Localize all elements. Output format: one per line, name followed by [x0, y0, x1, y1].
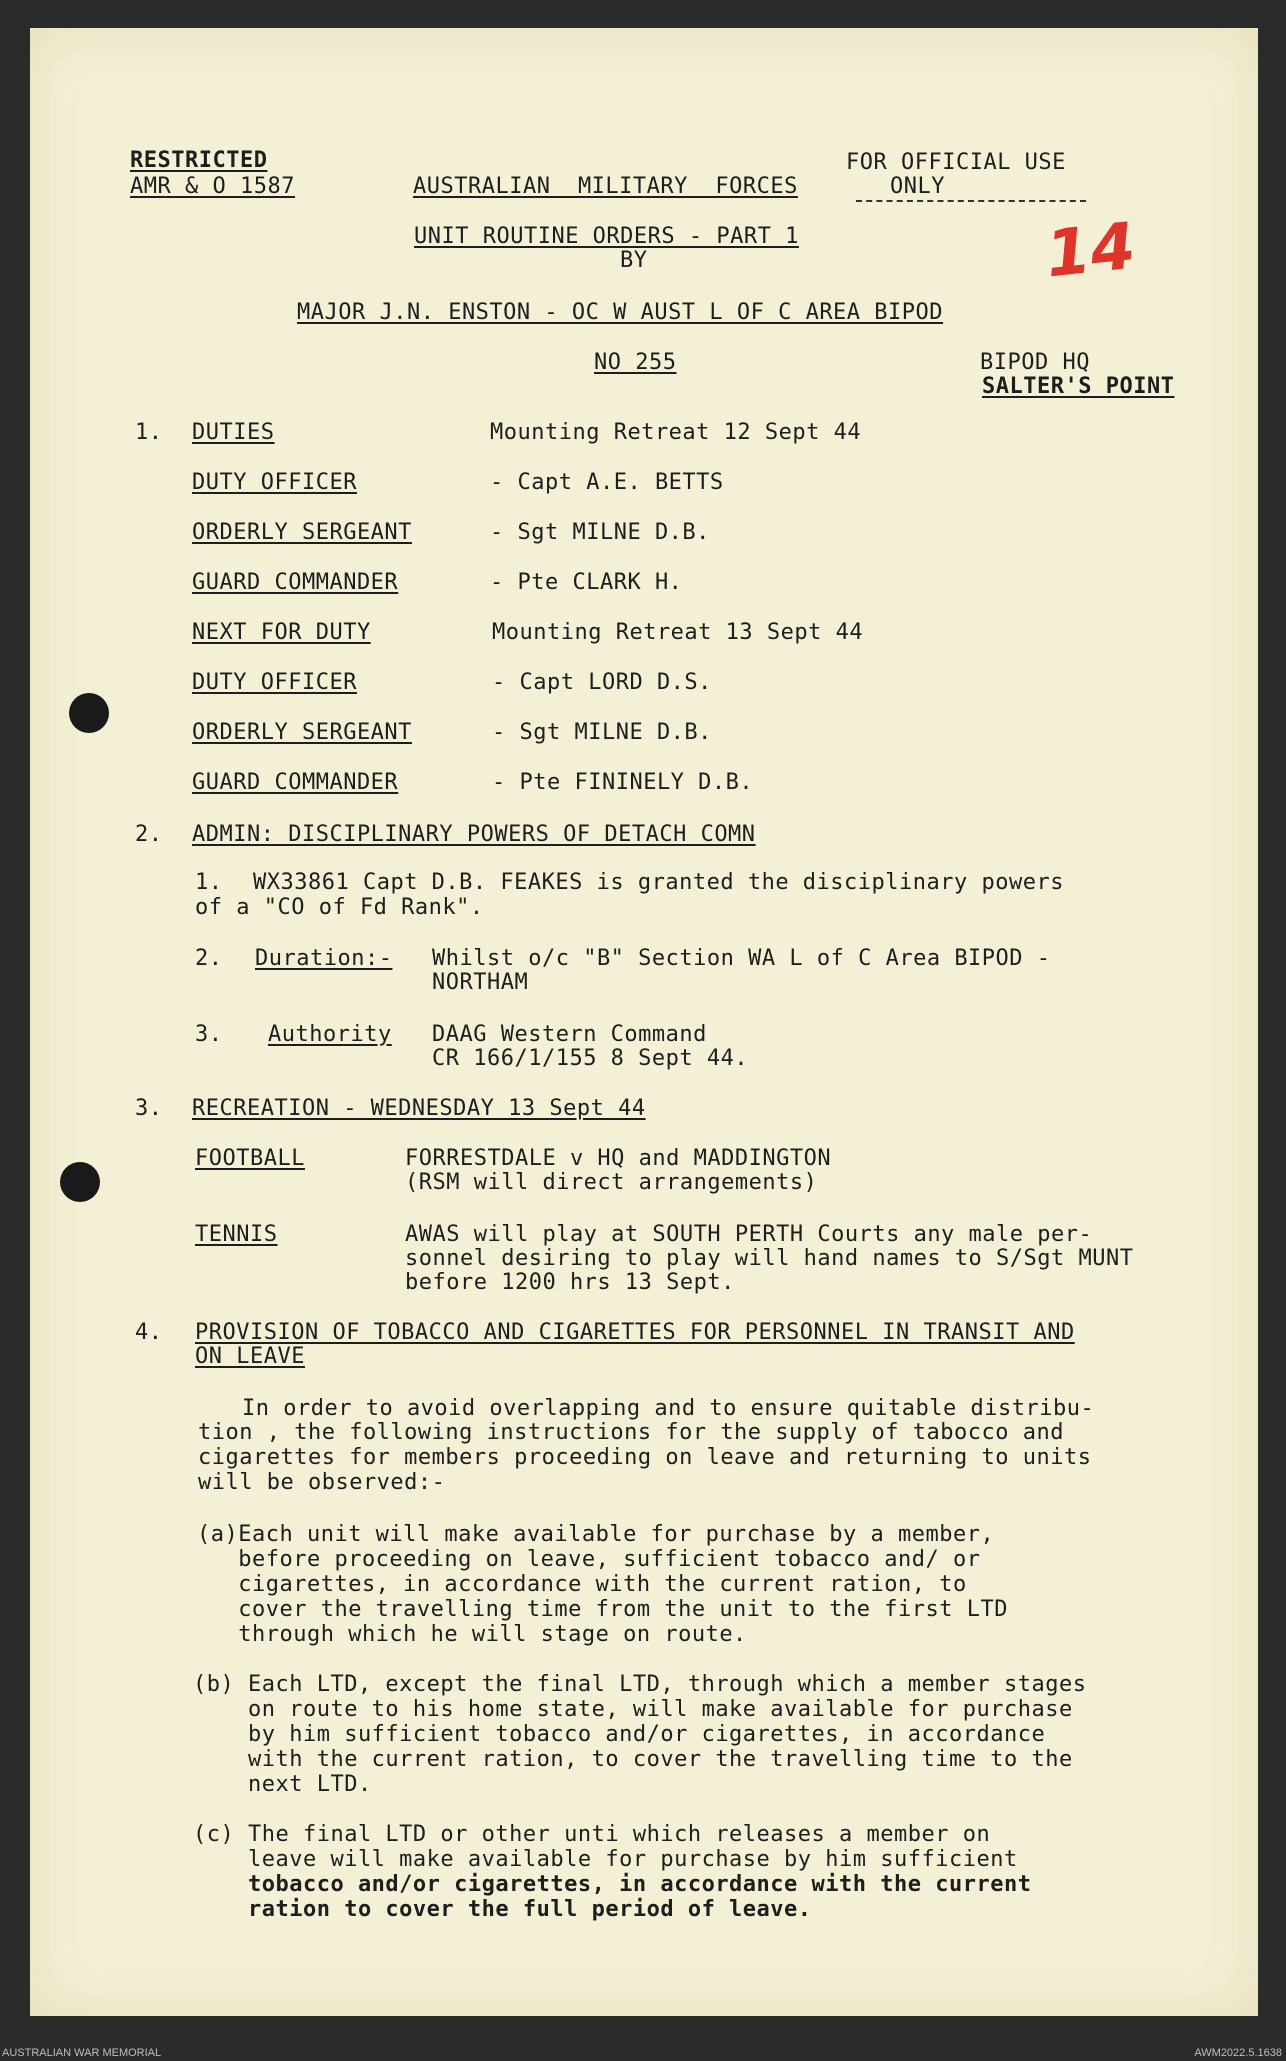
footer-accession: AWM2022.5.1638: [1194, 2047, 1282, 2059]
clause-a-line: (a)Each unit will make available for purchase by a member,: [197, 1522, 995, 1547]
title-by: BY: [620, 248, 648, 273]
restricted-label: RESTRICTED: [130, 148, 268, 173]
clause-a-line: cigarettes, in accordance with the current ration, to: [197, 1572, 967, 1597]
section2-number: 2.: [135, 822, 163, 847]
handwritten-page-number: 14: [1042, 209, 1139, 293]
football-text: (RSM will direct arrangements): [405, 1170, 818, 1195]
duty-row-value: - Pte FININELY D.B.: [492, 770, 754, 795]
item-number: 1.: [195, 870, 223, 895]
paragraph-line: tion , the following instructions for the supply of tabocco and: [198, 1420, 1064, 1445]
tennis-text: before 1200 hrs 13 Sept.: [405, 1270, 735, 1295]
clause-a-line: before proceeding on leave, sufficient tobacco and/ or: [197, 1547, 981, 1572]
item-label: Duration:-: [255, 946, 393, 971]
duty-row-label: DUTIES: [192, 420, 275, 445]
paragraph-line: cigarettes for members proceeding on leave and returning to units: [198, 1445, 1092, 1470]
duty-row-value: Mounting Retreat 13 Sept 44: [492, 620, 864, 645]
official-underline: [856, 200, 1086, 202]
clause-a-line: through which he will stage on route.: [197, 1622, 747, 1647]
clause-c-line: leave will make available for purchase by him sufficient: [193, 1847, 1018, 1872]
duty-row-label: ORDERLY SERGEANT: [192, 520, 412, 545]
duty-row-label: ORDERLY SERGEANT: [192, 720, 412, 745]
hq-line2: SALTER'S POINT: [982, 374, 1175, 399]
tennis-label: TENNIS: [195, 1222, 278, 1247]
punch-hole: [60, 1162, 100, 1202]
section4-number: 4.: [135, 1320, 163, 1345]
duty-row-value: - Sgt MILNE D.B.: [490, 520, 710, 545]
hq-line1: BIPOD HQ: [980, 350, 1090, 375]
paragraph-line: In order to avoid overlapping and to ensure quitable distribu-: [242, 1396, 1095, 1421]
issuing-officer: MAJOR J.N. ENSTON - OC W AUST L OF C AREA BIPOD: [297, 300, 944, 325]
paragraph-line: will be observed:-: [198, 1470, 446, 1495]
footer-source: AUSTRALIAN WAR MEMORIAL: [2, 2047, 162, 2059]
item-label: Authority: [268, 1022, 392, 1047]
item-text: DAAG Western Command: [432, 1022, 707, 1047]
duty-row-value: - Sgt MILNE D.B.: [492, 720, 712, 745]
clause-c-line: (c) The final LTD or other unti which releases a member on: [193, 1822, 991, 1847]
section3-number: 3.: [135, 1096, 163, 1121]
clause-b-line: (b) Each LTD, except the final LTD, through which a member stages: [193, 1672, 1087, 1697]
duty-row-label: GUARD COMMANDER: [192, 570, 399, 595]
football-text: FORRESTDALE v HQ and MADDINGTON: [405, 1146, 832, 1171]
official-use-line2: ONLY: [890, 174, 945, 199]
document-title: UNIT ROUTINE ORDERS - PART 1: [414, 224, 799, 249]
duty-row-label: GUARD COMMANDER: [192, 770, 399, 795]
tennis-text: AWAS will play at SOUTH PERTH Courts any male per-: [405, 1222, 1093, 1247]
item-number: 3.: [195, 1022, 223, 1047]
section2-heading: ADMIN: DISCIPLINARY POWERS OF DETACH COMN: [192, 822, 756, 847]
item-text: NORTHAM: [432, 970, 529, 995]
punch-hole: [69, 693, 109, 733]
item-text: Whilst o/c "B" Section WA L of C Area BIPOD -: [432, 946, 1051, 971]
clause-b-line: next LTD.: [193, 1772, 372, 1797]
item-text: of a "CO of Fd Rank".: [195, 895, 484, 920]
duty-row-value: - Capt LORD D.S.: [492, 670, 712, 695]
duty-row-value: - Pte CLARK H.: [490, 570, 683, 595]
order-number: NO 255: [594, 350, 677, 375]
football-label: FOOTBALL: [195, 1146, 305, 1171]
item-number: 2.: [195, 946, 223, 971]
clause-b-line: on route to his home state, will make available for purchase: [193, 1697, 1073, 1722]
item-text: WX33861 Capt D.B. FEAKES is granted the disciplinary powers: [253, 870, 1064, 895]
clause-c-line: tobacco and/or cigarettes, in accordance with the current: [193, 1872, 1032, 1897]
duty-row-label: NEXT FOR DUTY: [192, 620, 371, 645]
duty-row-value: - Capt A.E. BETTS: [490, 470, 724, 495]
clause-b-line: with the current ration, to cover the travelling time to the: [193, 1747, 1073, 1772]
amr-reference: AMR & O 1587: [130, 174, 295, 199]
clause-b-line: by him sufficient tobacco and/or cigarettes, in accordance: [193, 1722, 1046, 1747]
clause-a-line: cover the travelling time from the unit to the first LTD: [197, 1597, 1008, 1622]
duty-row-value: Mounting Retreat 12 Sept 44: [490, 420, 862, 445]
clause-c-line: ration to cover the full period of leave.: [193, 1897, 812, 1922]
duty-row-label: DUTY OFFICER: [192, 670, 357, 695]
section4-heading: PROVISION OF TOBACCO AND CIGARETTES FOR PERSONNEL IN TRANSIT AND: [195, 1320, 1075, 1345]
section4-heading: ON LEAVE: [195, 1344, 305, 1369]
section3-heading: RECREATION - WEDNESDAY 13 Sept 44: [192, 1096, 646, 1121]
official-use-line1: FOR OFFICIAL USE: [846, 150, 1066, 175]
duty-row-label: DUTY OFFICER: [192, 470, 357, 495]
item-text: CR 166/1/155 8 Sept 44.: [432, 1046, 749, 1071]
tennis-text: sonnel desiring to play will hand names to S/Sgt MUNT: [405, 1246, 1134, 1271]
section1-number: 1.: [135, 420, 163, 445]
forces-heading: AUSTRALIAN MILITARY FORCES: [413, 174, 798, 199]
